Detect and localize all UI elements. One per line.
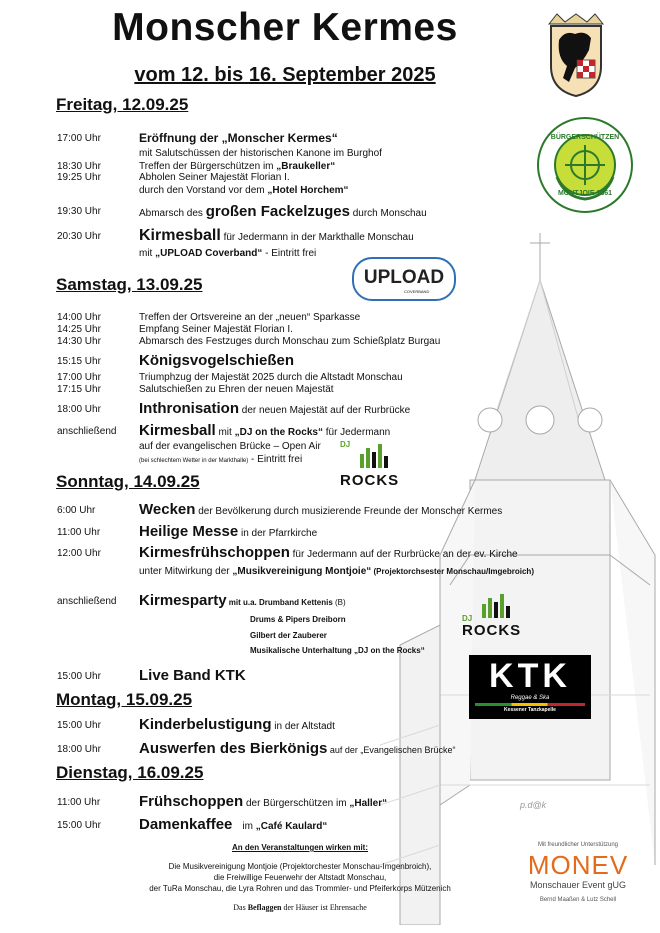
footer-line: der TuRa Monschau, die Lyra Rohren und das Trommler- und Pfeiferkorps Mützenich xyxy=(149,884,451,893)
event-row: 11:00 Uhr Frühschoppen der Bürgerschützen im „Haller“ xyxy=(57,793,388,810)
monev-top-text: Mit freundlicher Unterstützung xyxy=(537,842,619,848)
day-heading-sunday: Sonntag, 14.09.25 xyxy=(56,472,200,491)
coat-of-arms-icon xyxy=(545,12,607,98)
monev-subtitle: Monschauer Event gUG xyxy=(529,880,627,890)
event-row: mit „UPLOAD Coverband“ - Eintritt frei xyxy=(139,248,317,259)
event-row: (bei schlechtem Wetter in der Markthalle) - Eintritt frei xyxy=(139,454,303,465)
dj-rocks-logo: DJ ROCKS xyxy=(340,440,400,489)
event-row: 15:15 Uhr Königsvogelschießen xyxy=(57,352,295,369)
sketch-signature: p.d@k xyxy=(520,800,547,810)
event-row: 14:00 Uhr Treffen der Ortsvereine an der „neuen“ Sparkasse xyxy=(57,312,361,323)
ktk-band-logo: KTK Reggae & Ska Kessener Tanzkapelle xyxy=(469,655,591,719)
event-row: Musikalische Unterhaltung „DJ on the Rocks“ xyxy=(250,646,425,655)
dj-rocks-logo: DJ ROCKS xyxy=(462,592,534,642)
event-row: 15:00 Uhr Damenkaffee im „Café Kaulard“ xyxy=(57,816,328,833)
upload-logo-text: UPLOAD xyxy=(363,267,445,288)
event-row: 14:25 Uhr Empfang Seiner Majestät Florian I. xyxy=(57,324,293,335)
event-row: 18:00 Uhr Inthronisation der neuen Majestät auf der Rurbrücke xyxy=(57,400,411,417)
badge-text-bottom: MONTJOIE 1361 xyxy=(557,190,613,197)
event-row: 12:00 Uhr Kirmesfrühschoppen für Jedermann auf der Rurbrücke an der ev. Kirche xyxy=(57,544,518,561)
event-row: anschließend Kirmesparty mit u.a. Drumband Kettenis (B) xyxy=(57,592,346,609)
badge-text-top: BÜRGERSCHÜTZEN xyxy=(550,134,620,141)
page-subtitle: vom 12. bis 16. September 2025 xyxy=(134,64,436,86)
event-row: 14:30 Uhr Abmarsch des Festzuges durch Monschau zum Schießplatz Burgau xyxy=(57,336,441,347)
footer-line: die Freiwillige Feuerwehr der Altstadt Monschau, xyxy=(213,873,387,882)
day-heading-monday: Montag, 15.09.25 xyxy=(56,690,193,709)
footer-line: Die Musikvereinigung Montjoie (Projektorchester Monschau-Imgenbroich), xyxy=(168,862,432,871)
event-row: 19:30 Uhr Abmarsch des großen Fackelzuges durch Monschau xyxy=(57,203,427,220)
event-row: 6:00 Uhr Wecken der Bevölkerung durch musizierende Freunde der Monscher Kermes xyxy=(57,501,503,518)
event-row: 17:00 Uhr Eröffnung der „Monscher Kermes“ xyxy=(57,131,338,145)
event-row: Gilbert der Zauberer xyxy=(250,631,327,640)
event-row: unter Mitwirkung der „Musikvereinigung Montjoie“ (Projektorchsester Monschau/Imgebroich) xyxy=(139,566,534,577)
event-row: durch den Vorstand vor dem „Hotel Horchem“ xyxy=(139,185,349,196)
event-row: 17:00 Uhr Triumphzug der Majestät 2025 durch die Altstadt Monschau xyxy=(57,372,403,383)
event-row: 18:00 Uhr Auswerfen des Bierkönigs auf der „Evangelischen Brücke“ xyxy=(57,740,456,757)
footer-flag-note: Das Beflaggen der Häuser ist Ehrensache xyxy=(233,903,367,912)
event-row: 20:30 Uhr Kirmesball für Jedermann in der Markthalle Monschau xyxy=(57,227,414,244)
event-row: auf der evangelischen Brücke – Open Air xyxy=(139,441,321,452)
event-row: 15:00 Uhr Kinderbelustigung in der Altstadt xyxy=(57,716,335,733)
monev-names: Bernd Maaßen & Lutz Schell xyxy=(539,897,617,903)
day-heading-friday: Freitag, 12.09.25 xyxy=(56,95,189,114)
monev-logo: MONEV xyxy=(527,850,629,880)
upload-logo xyxy=(352,257,456,301)
event-row: anschließend Kirmesball mit „DJ on the Rocks“ für Jedermann xyxy=(57,422,391,439)
day-heading-saturday: Samstag, 13.09.25 xyxy=(56,275,203,294)
upload-logo-subtext: COVERBAND xyxy=(404,289,430,294)
event-row: 17:15 Uhr Salutschießen zu Ehren der neuen Majestät xyxy=(57,384,334,395)
page-title: Monscher Kermes xyxy=(112,6,458,49)
event-row: 15:00 Uhr Live Band KTK xyxy=(57,667,246,684)
footer-heading: An den Veranstaltungen wirken mit: xyxy=(231,843,369,852)
event-row: 19:25 Uhr Abholen Seiner Majestät Florian I. xyxy=(57,172,290,183)
event-row: mit Salutschüssen der historischen Kanone im Burghof xyxy=(139,148,382,159)
event-row: Drums & Pipers Dreiborn xyxy=(250,615,346,624)
event-row: 18:30 Uhr Treffen der Bürgerschützen im „Braukeller“ xyxy=(57,161,336,172)
day-heading-tuesday: Dienstag, 16.09.25 xyxy=(56,763,204,782)
event-row: 11:00 Uhr Heilige Messe in der Pfarrkirche xyxy=(57,523,318,540)
